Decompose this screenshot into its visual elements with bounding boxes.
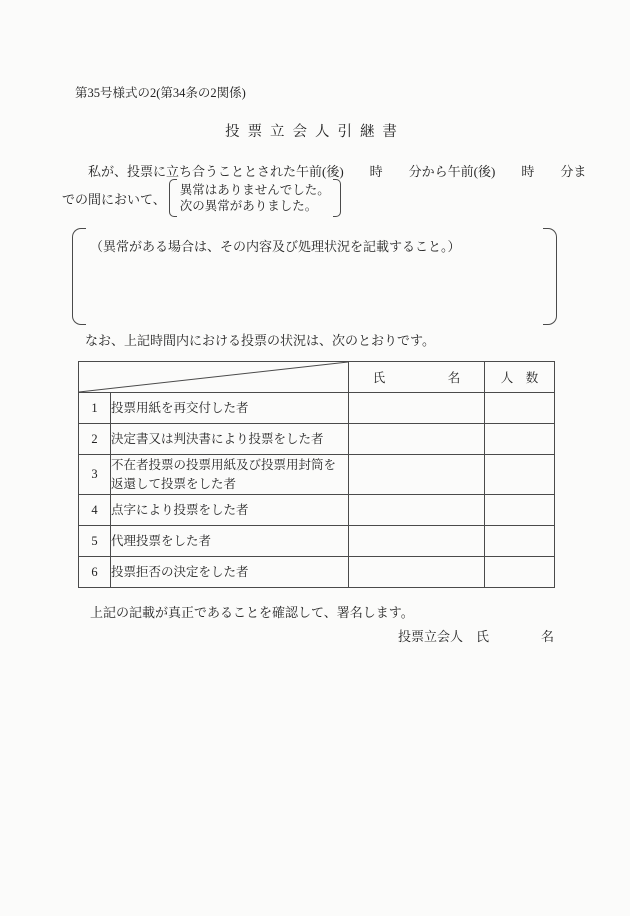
page-title: 投票立会人引継書 (225, 124, 405, 140)
left-bracket-icon (169, 179, 177, 217)
row-description: 投票拒否の決定をした者 (111, 557, 349, 588)
signature-label[interactable]: 投票立会人 氏 名 (398, 629, 555, 644)
row-number: 6 (79, 557, 111, 588)
table-row (79, 455, 555, 495)
count-cell[interactable] (485, 393, 555, 424)
row-description: 代理投票をした者 (111, 526, 349, 557)
abnormality-options (177, 179, 333, 217)
table-row (79, 557, 555, 588)
big-right-bracket-icon (543, 228, 557, 325)
row-number: 1 (79, 393, 111, 424)
name-cell[interactable] (349, 424, 485, 455)
table-header-row (79, 362, 555, 393)
row-number: 5 (79, 526, 111, 557)
right-bracket-icon (333, 179, 341, 217)
name-cell[interactable] (349, 557, 485, 588)
table-row (79, 424, 555, 455)
option-abnormality-occurred[interactable]: 次の異常がありました。 (179, 199, 318, 213)
row-number: 3 (79, 455, 111, 495)
count-cell[interactable] (485, 526, 555, 557)
paragraph-line2 (62, 179, 341, 217)
note-writein-area[interactable] (90, 258, 537, 319)
abnormality-option-group (169, 179, 341, 217)
column-header-count: 人 数 (485, 362, 555, 393)
count-cell[interactable] (485, 424, 555, 455)
voting-status-table (78, 361, 555, 588)
table-row (79, 495, 555, 526)
name-cell[interactable] (349, 393, 485, 424)
row-description: 点字により投票をした者 (111, 495, 349, 526)
form-number: 第35号様式の2(第34条の2関係) (75, 86, 246, 100)
diagonal-header-cell (79, 362, 349, 393)
table-row (79, 393, 555, 424)
name-cell[interactable] (349, 455, 485, 495)
column-header-name: 氏 名 (349, 362, 485, 393)
row-description: 投票用紙を再交付した者 (111, 393, 349, 424)
row-number: 2 (79, 424, 111, 455)
count-cell[interactable] (485, 455, 555, 495)
big-left-bracket-icon (72, 228, 86, 325)
paragraph-line1: 私が、投票に立ち合うこととされた午前(後) 時 分から午前(後) 時 分ま (88, 164, 587, 179)
count-cell[interactable] (485, 495, 555, 526)
diagonal-line-icon (79, 362, 348, 392)
row-description: 決定書又は判決書により投票をした者 (111, 424, 349, 455)
abnormality-note-box (62, 228, 557, 325)
row-number: 4 (79, 495, 111, 526)
note-instruction: （異常がある場合は、その内容及び処理状況を記載すること。） (90, 239, 461, 254)
count-cell[interactable] (485, 557, 555, 588)
row-description: 不在者投票の投票用紙及び投票用封筒を返還して投票をした者 (111, 455, 349, 495)
closing-statement: 上記の記載が真正であることを確認して、署名します。 (90, 605, 414, 620)
option-no-abnormality[interactable]: 異常はありませんでした。 (179, 183, 330, 197)
paragraph-line2-prefix: での間において、 (62, 191, 166, 207)
table-row (79, 526, 555, 557)
name-cell[interactable] (349, 526, 485, 557)
name-cell[interactable] (349, 495, 485, 526)
table-intro-text: なお、上記時間内における投票の状況は、次のとおりです。 (85, 333, 435, 348)
